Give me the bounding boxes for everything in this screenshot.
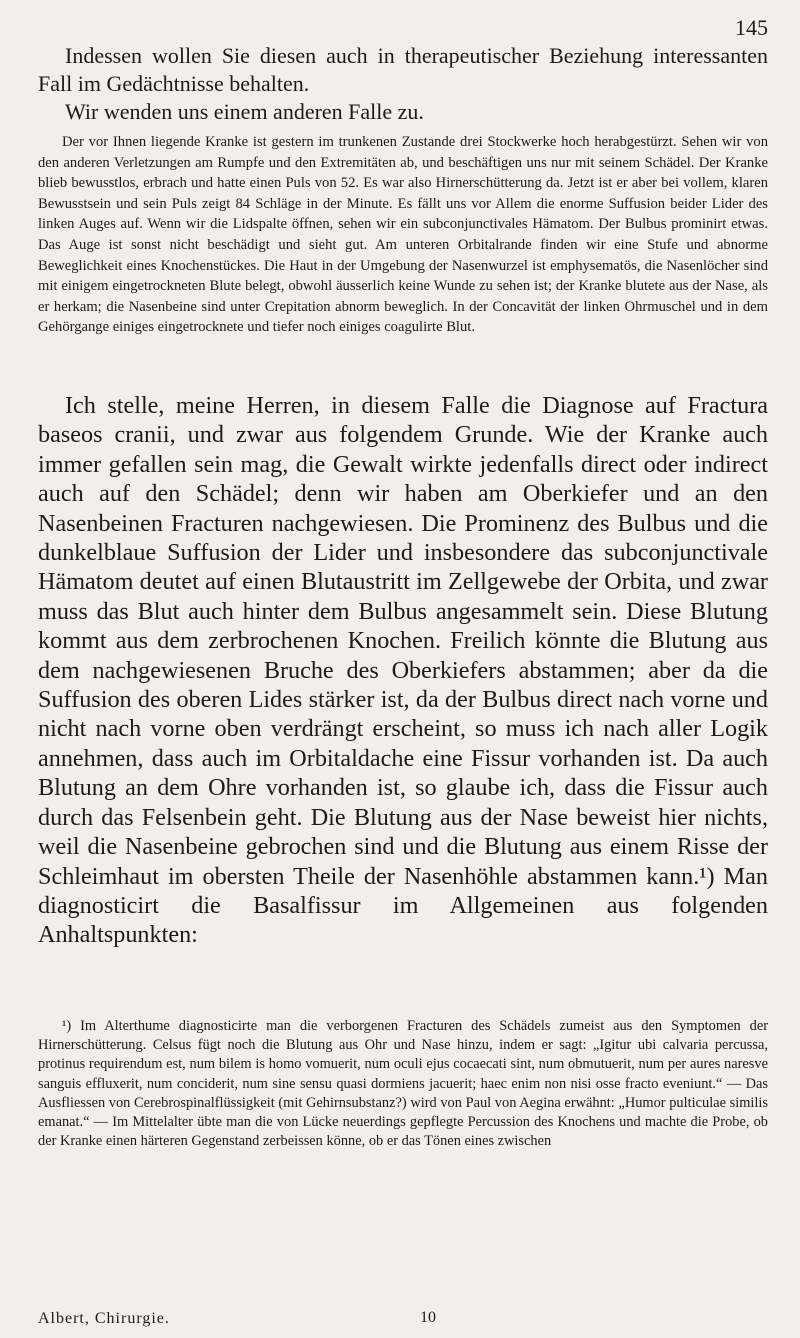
case-report-block bbox=[38, 132, 768, 338]
page-footer bbox=[38, 1310, 768, 1328]
case-report-text: Der vor Ihnen liegende Kranke ist gestern im trunkenen Zustande drei Stockwerke hoch herabgestürzt. Sehen wir von den anderen Verletzungen am Rumpfe und den Extremitäten ab, und beschäftigen uns nur mit seinem Schädel. Der Kranke blieb bewusstlos, erbrach und hatte einen Puls von 52. Es war also Hirnerschütterung da. Jetzt ist er aber bei vollem, klaren Bewusstsein und sein Puls zeigt 84 Schläge in der Minute. Es fällt uns vor Allem die enorme Suffusion beider Lider des linken Auges auf. Wenn wir die Lidspalte öffnen, sehen wir ein subconjunctivales Hämatom. Der Bulbus prominirt etwas. Das Auge ist sonst nicht beschädigt und sieht gut. Am unteren Orbitalrande finden wir eine Stufe und abnorme Beweglichkeit eines Knochenstückes. Die Haut in der Umgebung der Nasenwurzel ist emphysematös, die Nasenlöcher sind mit einigem eingetrockneten Blute belegt, obwohl äusserlich keine Wunde zu sehen ist; der Kranke blutete aus der Nase, als er herkam; die Nasenbeine sind unter Crepitation abnorm beweglich. In der Concavität der linken Ohrmuschel und in dem Gehörgange einiges eingetrocknete und tiefer noch einiges coagulirte Blut. bbox=[38, 134, 768, 336]
footnote-text: ¹) Im Alterthume diagnosticirte man die verborgenen Fracturen des Schädels zumeist aus den Symptomen der Hirnerschütterung. Celsus fügt noch die Blutung aus Ohr und Nase hinzu, indem er sagt: „Igitur ubi calvaria percussa, protinus requirendum est, num bilem is homo vomuerit, num oculi ejus cocaecati sint, num obmutuerit, num per aures naresve sanguis effluxerit, num conciderit, num sine sensu quasi dormiens jacuerit; haec enim non nisi osse fracto eveniunt.“ — Das Ausfliessen von Cerebrospinalflüssigkeit (mit Gehirnsubstanz?) wird von Paul von Aegina erwähnt: „Humor pulticulae similis emanat.“ — Im Mittelalter übte man die von Lücke neuerdings gepflegte Percussion des Knochens und machte die Probe, ob der Kranke einen härteren Gegenstand zerbeissen könne, ob er das Tönen eines zwischen bbox=[38, 1018, 768, 1150]
diagnosis-text: Ich stelle, meine Herren, in diesem Falle die Diagnose auf Fractura baseos cranii, und zwar aus folgendem Grunde. Wie der Kranke auch immer gefallen sein mag, die Gewalt wirkte jedenfalls direct oder indirect auch auf den Schädel; denn wir haben am Oberkiefer und an den Nasenbeinen Fracturen nachgewiesen. Die Prominenz des Bulbus und die dunkelblaue Suffusion der Lider und insbesondere das subconjunctivale Hämatom deutet auf einen Blutaustritt im Zellgewebe der Orbita, und zwar muss das Blut auch hinter dem Bulbus angesammelt sein. Diese Blutung kommt aus dem zerbrochenen Knochen. Freilich könnte die Blutung aus dem nachgewiesenen Bruche des Oberkiefers abstammen; aber da die Suffusion des oberen Lides stärker ist, da der Bulbus direct nach vorne und nicht nach vorne oben verdrängt erscheint, so muss ich nach aller Logik annehmen, dass auch im Orbitaldache eine Fissur vorhanden ist. Da auch Blutung an dem Ohre vorhanden ist, so glaube ich, dass die Fissur auch durch das Felsenbein geht. Die Blutung aus der Nase beweist hier nichts, weil die Nasenbeine gebrochen sind und die Blutung aus einem Risse der Schleimhaut im obersten Theile der Nasenhöhle abstammen kann.¹) Man diagnosticirt die Basalfissur im Allgemeinen aus folgenden Anhaltspunkten: bbox=[38, 392, 768, 949]
paragraph-intro: Indessen wollen Sie diesen auch in therapeutischer Beziehung interessanten Fall im Gedächtnisse behalten. bbox=[38, 43, 768, 96]
footer-signature: Albert, Chirurgie. bbox=[38, 1310, 170, 1327]
page-number: 145 bbox=[735, 15, 768, 40]
paragraph-next-case: Wir wenden uns einem anderen Falle zu. bbox=[65, 99, 424, 124]
footnote-block bbox=[38, 1017, 768, 1151]
intro-block bbox=[38, 42, 768, 126]
footer-sheet-number: 10 bbox=[420, 1309, 436, 1326]
diagnosis-block bbox=[38, 391, 768, 950]
